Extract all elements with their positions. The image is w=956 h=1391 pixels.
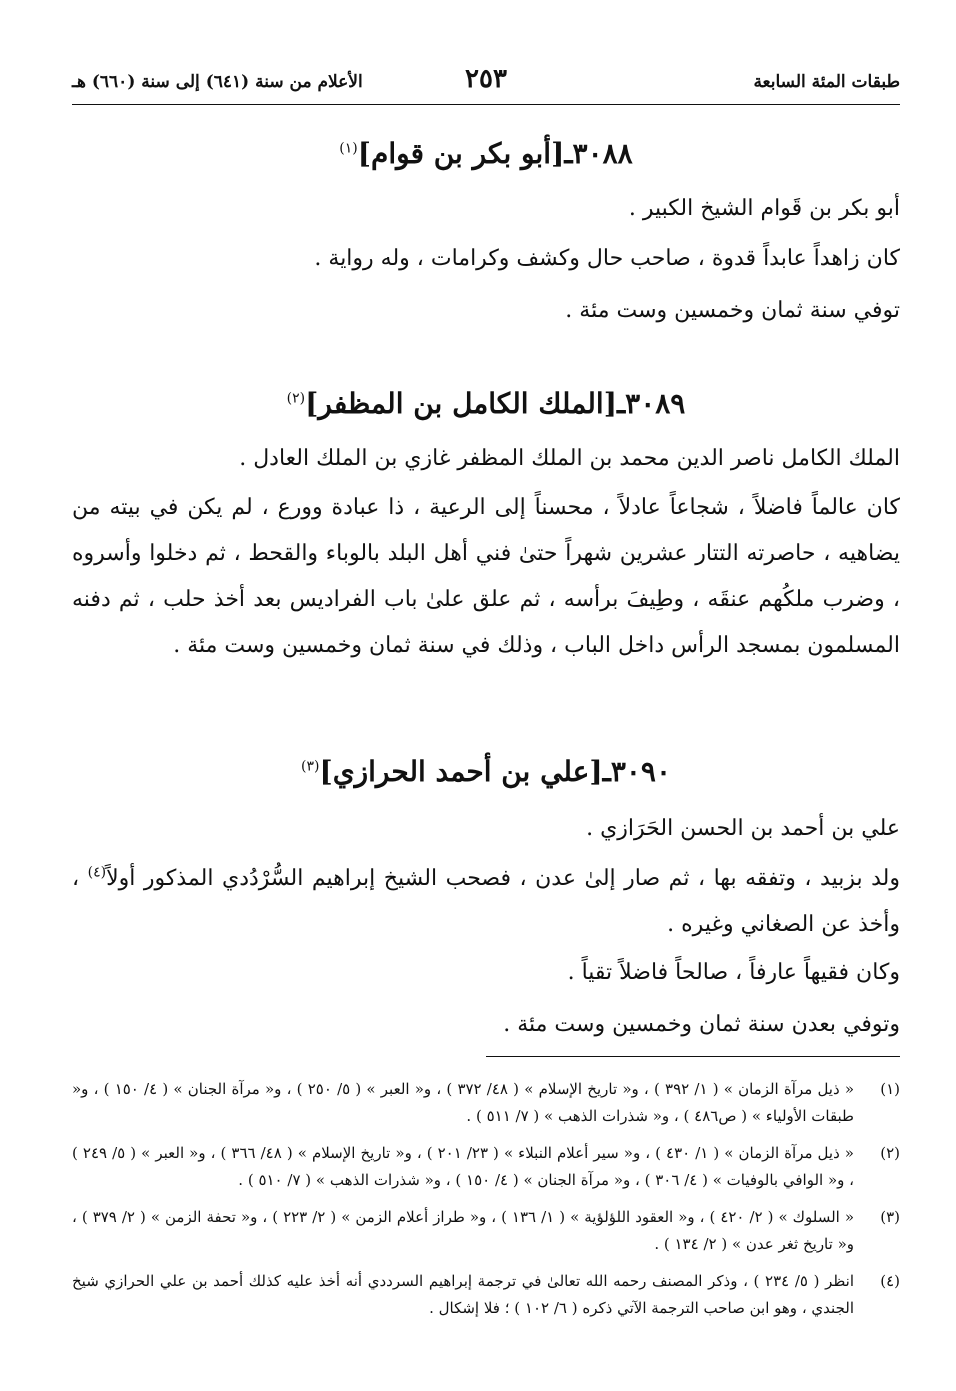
paragraph: أبو بكر بن قَوام الشيخ الكبير . — [628, 196, 900, 221]
section-title: طبقات المئة السابعة — [753, 72, 900, 92]
footnote-text: « ذيل مرآة الزمان » ( ١/ ٣٩٢ ) ، و« تاريخ الإسلام » ( ٤٨/ ٣٧٢ ) ، و« العبر » ( ٥/ ٢٥٠ ) ، و« مرآة الجنان » ( ٤/ ١٥٠ ) ، و« طبقات الأولياء » ( ص٤٨٦ ) ، و« شذرات الذهب » ( ٧/ ٥١١ ) . — [72, 1080, 855, 1125]
paragraph: الملك الكامل ناصر الدين محمد بن الملك المظفر غازي بن الملك العادل . — [239, 446, 900, 471]
entry-name: [علي بن أحمد الحرازي] — [319, 755, 603, 788]
footnote-text: « ذيل مرآة الزمان » ( ١/ ٤٣٠ ) ، و« سير أعلام النبلاء » ( ٢٣/ ٢٠١ ) ، و« تاريخ الإسلام » ( ٤٨/ ٣٦٦ ) ، و« العبر » ( ٥/ ٢٤٩ ) ، و« الوافي بالوفيات » ( ٤/ ٣٠٦ ) ، و« مرآة الجنان » ( ٤/ ١٥٠ ) ، و« شذرات الذهب » ( ٧/ ٥١٠ ) . — [72, 1144, 854, 1189]
page-number: ٢٥٣ — [465, 64, 507, 94]
footnote-number: (١) — [880, 1080, 900, 1098]
paragraph: وتوفي بعدن سنة ثمان وخمسين وست مئة . — [503, 1012, 900, 1037]
footnote-ref: (١) — [339, 140, 358, 157]
paragraph: توفي سنة ثمان وخمسين وست مئة . — [565, 298, 900, 323]
paragraph: كان عالماً فاضلاً ، شجاعاً عادلاً ، محسناً إلى الرعية ، ذا عبادة وورع ، لم يكن في بيته من يضاهيه ، حاصرته التتار عشرين شهراً حتىٰ فني أهل البلد بالوباء والقحط ، ثم دخلوا وأسروه ، وضرب ملكُهم عنقَه ، وطِيفَ برأسه ، ثم علق علىٰ باب الفراديس بعد أخذ حلب ، ثم دفنه المسلمون بمسجد الرأس داخل الباب ، وذلك في سنة ثمان وخمسين وست مئة . — [72, 495, 901, 658]
entry-number: ٣٠٨٩ـ — [616, 387, 686, 420]
year-range: الأعلام من سنة (٦٤١) إلى سنة (٦٦٠) هـ — [72, 72, 363, 92]
entry-number: ٣٠٩٠ـ — [602, 755, 671, 788]
running-header — [72, 64, 900, 102]
footnote-ref: (٢) — [286, 390, 306, 407]
entry-title-3088 — [72, 134, 900, 174]
footnote-ref: (٤) — [87, 864, 107, 881]
footnote-text: انظر ( ٥/ ٢٣٤ ) ، وذكر المصنف رحمه الله تعالىٰ في ترجمة إبراهيم السرددي أنه أخذ عليه كذلك أحمد بن علي الحرازي شيخ الجندي ، وهو ابن صاحب الترجمة الآتي ذكره ( ٦/ ١٠٢ ) ؛ فلا إشكال . — [72, 1272, 854, 1317]
entry-name: [أبو بكر بن قوام] — [357, 137, 565, 170]
entry-number: ٣٠٨٨ـ — [564, 137, 633, 170]
header-rule — [72, 104, 900, 105]
footnote-text: « السلوك » ( ٢/ ٤٢٠ ) ، و« العقود اللؤلؤية » ( ١/ ١٣٦ ) ، و« طراز أعلام الزمن » ( ٢/ ٢٢٣ ) ، و« تحفة الزمن » ( ٢/ ٣٧٩ ) ، و« تاريخ ثغر عدن » ( ٢/ ١٣٤ ) . — [72, 1208, 854, 1253]
paragraph — [72, 856, 900, 948]
paragraph: علي بن أحمد بن الحسن الحَرَازي . — [586, 816, 900, 841]
paragraph-text: ولد بزبيد ، وتفقه بها ، ثم صار إلىٰ عدن ، فصحب الشيخ إبراهيم السُّرْدُدي المذكور أولاً — [106, 866, 900, 891]
entry-name: [الملك الكامل بن المظفر] — [305, 387, 617, 420]
paragraph: وكان فقيهاً عارفاً ، صالحاً فاضلاً تقياً . — [567, 960, 900, 985]
paragraph: كان زاهداً عابداً قدوة ، صاحب حال وكشف وكرامات ، وله رواية . — [314, 246, 900, 271]
entry-title-3089 — [72, 384, 900, 424]
footnote-rule — [486, 1056, 900, 1057]
footnote-number: (٤) — [880, 1272, 900, 1290]
paragraph-text: ، وأخذ عن الصغاني وغيره . — [72, 866, 900, 937]
footnote-ref: (٣) — [300, 758, 320, 775]
footnote-number: (٢) — [880, 1144, 900, 1162]
footnote-number: (٣) — [880, 1208, 900, 1226]
entry-title-3090 — [72, 752, 900, 792]
